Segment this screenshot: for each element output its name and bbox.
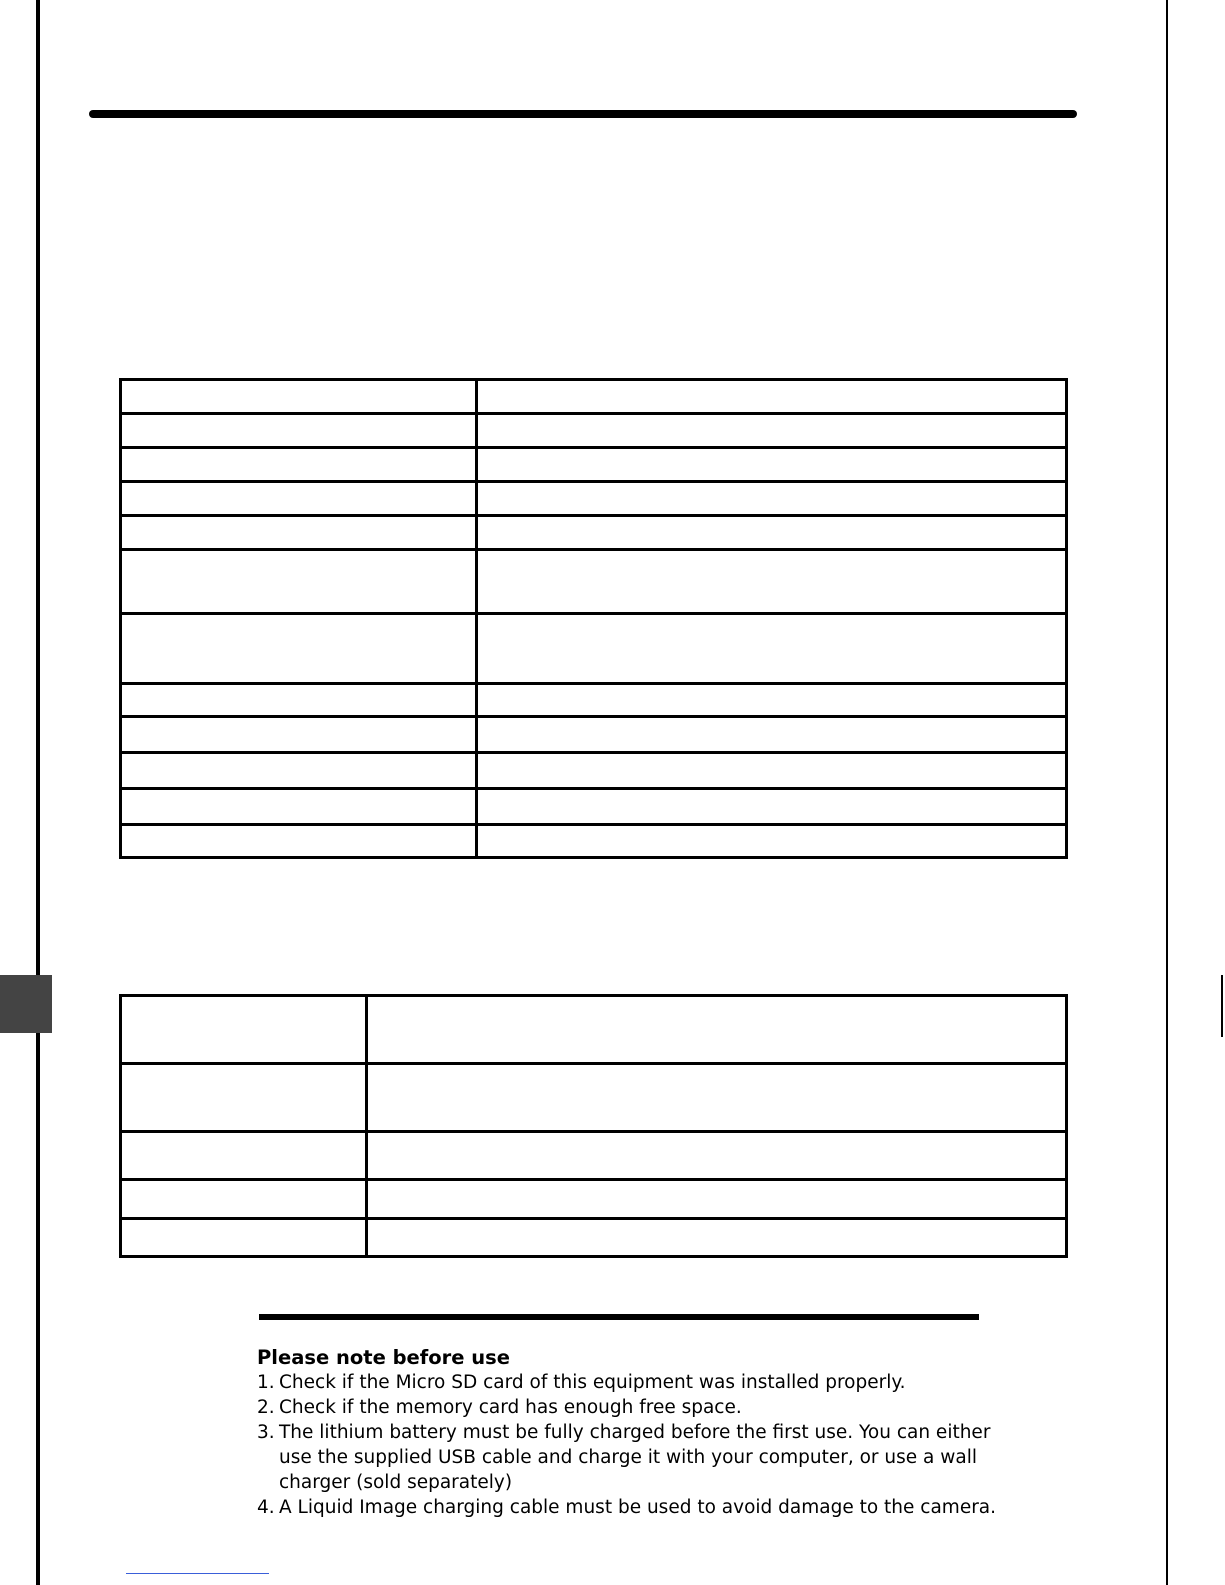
table-cell bbox=[367, 1132, 1067, 1180]
table-cell bbox=[367, 1219, 1067, 1257]
link-underline[interactable] bbox=[126, 1573, 269, 1574]
left-margin-bar bbox=[36, 0, 40, 1585]
table-cell bbox=[121, 996, 367, 1064]
table-cell bbox=[121, 1064, 367, 1132]
table-cell bbox=[121, 614, 477, 684]
table-cell bbox=[121, 1132, 367, 1180]
list-number: 1. bbox=[257, 1372, 275, 1393]
table-cell bbox=[121, 753, 477, 789]
table-cell bbox=[121, 825, 477, 858]
table-cell bbox=[121, 684, 477, 717]
table-cell bbox=[477, 516, 1067, 550]
table-cell bbox=[477, 717, 1067, 753]
list-item bbox=[257, 1370, 1027, 1395]
table-row bbox=[121, 684, 1067, 717]
table-row bbox=[121, 414, 1067, 448]
list-text: Check if the memory card has enough free space. bbox=[279, 1397, 742, 1418]
table-cell bbox=[121, 380, 477, 414]
table-row bbox=[121, 753, 1067, 789]
table-cell bbox=[367, 1180, 1067, 1219]
spec-table-1 bbox=[119, 378, 1068, 859]
table-cell bbox=[367, 996, 1067, 1064]
table-cell bbox=[477, 614, 1067, 684]
table-cell bbox=[477, 482, 1067, 516]
table-row bbox=[121, 1180, 1067, 1219]
table-cell bbox=[477, 448, 1067, 482]
table-row bbox=[121, 380, 1067, 414]
table-cell bbox=[121, 1180, 367, 1219]
list-text: A Liquid Image charging cable must be used to avoid damage to the camera. bbox=[279, 1497, 997, 1518]
list-item bbox=[257, 1395, 1027, 1420]
table-row bbox=[121, 825, 1067, 858]
table-cell bbox=[477, 550, 1067, 614]
table-cell bbox=[121, 1219, 367, 1257]
section-rule bbox=[259, 1314, 979, 1320]
table-cell bbox=[121, 789, 477, 825]
list-number: 3. bbox=[257, 1422, 275, 1443]
right-margin-line bbox=[1166, 0, 1168, 1585]
table-cell bbox=[121, 516, 477, 550]
header-rule bbox=[89, 110, 1077, 118]
table-row bbox=[121, 614, 1067, 684]
right-edge-mark bbox=[1221, 975, 1223, 1037]
table-row bbox=[121, 1219, 1067, 1257]
list-item bbox=[257, 1420, 1027, 1495]
spec-table-2 bbox=[119, 994, 1068, 1258]
list-number: 4. bbox=[257, 1497, 275, 1518]
table-cell bbox=[121, 448, 477, 482]
chapter-side-tab bbox=[0, 975, 52, 1033]
table-row bbox=[121, 1064, 1067, 1132]
list-number: 2. bbox=[257, 1397, 275, 1418]
table-cell bbox=[477, 825, 1067, 858]
table-cell bbox=[477, 414, 1067, 448]
usage-notes bbox=[257, 1345, 1027, 1520]
table-cell bbox=[477, 380, 1067, 414]
table-row bbox=[121, 516, 1067, 550]
table-cell bbox=[121, 482, 477, 516]
table-cell bbox=[121, 717, 477, 753]
table-cell bbox=[477, 789, 1067, 825]
table-row bbox=[121, 789, 1067, 825]
table-cell bbox=[477, 753, 1067, 789]
table-cell bbox=[367, 1064, 1067, 1132]
notes-list bbox=[257, 1370, 1027, 1520]
table-cell bbox=[121, 414, 477, 448]
table-cell bbox=[121, 550, 477, 614]
table-row bbox=[121, 550, 1067, 614]
list-item bbox=[257, 1495, 1027, 1520]
list-text: The lithium battery must be fully charged before the first use. You can either use the supplied USB cable and charge it with your computer, or use a wall charger (sold separately) bbox=[279, 1422, 991, 1493]
notes-title: Please note before use bbox=[257, 1346, 511, 1369]
table-row bbox=[121, 448, 1067, 482]
table-cell bbox=[477, 684, 1067, 717]
list-text: Check if the Micro SD card of this equipment was installed properly. bbox=[279, 1372, 906, 1393]
table-row bbox=[121, 717, 1067, 753]
table-row bbox=[121, 482, 1067, 516]
table-row bbox=[121, 996, 1067, 1064]
table-row bbox=[121, 1132, 1067, 1180]
